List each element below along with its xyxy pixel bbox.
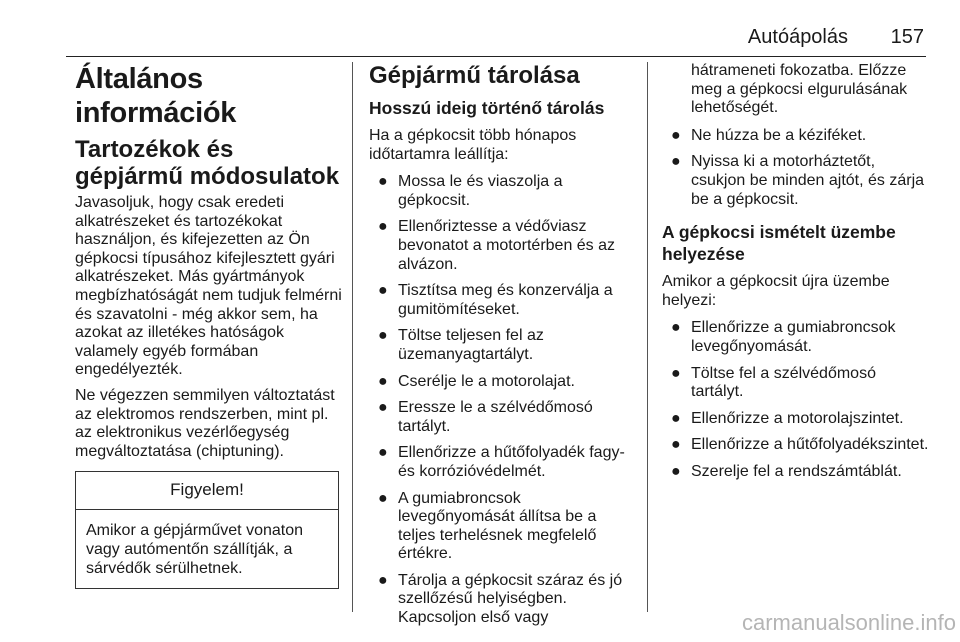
accessories-heading: Tartozékok és gépjármű módosulatok — [75, 136, 340, 190]
bullet-icon: ● — [671, 436, 681, 454]
column-divider — [352, 62, 353, 612]
intro-text: Amikor a gépkocsit újra üzembe helyezi: — [662, 273, 890, 309]
restart-heading: A gépkocsi ismételt üzembe helyezése — [662, 222, 896, 265]
section-title: Autóápolás — [747, 26, 848, 48]
bullet-icon: ● — [378, 218, 388, 236]
bullet-icon: ● — [378, 571, 388, 589]
storage-list-continued — [662, 127, 932, 209]
bullet-icon: ● — [378, 327, 388, 345]
warning-box — [75, 471, 339, 589]
bullet-icon: ● — [671, 409, 681, 427]
column-divider — [647, 62, 648, 612]
list-item: ● A gumiabroncsok levegőnyomását állítsa be a teljes terhelésnek megfelelő értékre. — [378, 489, 597, 563]
list-item: ● Ne húzza be a kéziféket. — [671, 126, 867, 144]
bullet-icon: ● — [671, 319, 681, 337]
paragraph: Javasoljuk, hogy csak eredeti alkatrészeket és tartozékokat használjon, és kifejezetten az Ön gépkocsi típusához kifejlesztett gyári alkatrészeket. Más gyártmányok megbízhatóságát nem tudjuk felmérni és szavatolni - még akkor sem, ha azokat az illetékes hatóságok valamely egyéb formában engedélyezték. — [75, 194, 342, 379]
intro-text: Ha a gépkocsit több hónapos időtartamra leállítja: — [369, 127, 577, 163]
bullet-icon: ● — [378, 444, 388, 462]
list-item: ● Töltse fel a szélvédőmosó tartályt. — [671, 364, 876, 401]
warning-title: Figyelem! — [76, 472, 338, 510]
main-heading: Általános információk — [75, 63, 237, 129]
bullet-icon: ● — [378, 399, 388, 417]
bullet-icon: ● — [671, 153, 681, 171]
list-item: ● Tárolja a gépkocsit száraz és jó szellőzésű helyiségben. Kapcsoljon első vagy — [378, 571, 623, 627]
long-term-storage-heading: Hosszú ideig történő tárolás — [369, 98, 605, 118]
storage-heading: Gépjármű tárolása — [369, 62, 580, 89]
bullet-icon: ● — [378, 282, 388, 300]
list-item: ● Ellenőrizze a motorolajszintet. — [671, 409, 904, 427]
page-header — [66, 22, 926, 57]
paragraph: Ne végezzen semmilyen változtatást az elektromos rendszerben, mint pl. az elektronikus vezérlőegység megváltoztatása (chiptuning). — [75, 386, 335, 460]
warning-text: Amikor a gépjárművet vonaton vagy autómentőn szállítják, a sárvédők sérülhetnek. — [86, 522, 303, 577]
watermark: carmanualsonline.info — [741, 610, 956, 635]
column-2 — [369, 62, 635, 636]
list-item: ● Eressze le a szélvédőmosó tartályt. — [378, 399, 593, 435]
continued-text: hátrameneti fokozatba. Előzze meg a gépkocsi elgurulásának lehetőségét. — [691, 62, 908, 117]
list-item: ● Ellenőrizze a gumiabroncsok levegőnyomását. — [671, 319, 896, 355]
list-item: ● Töltse teljesen fel az üzemanyagtartályt. — [378, 327, 544, 363]
list-item: ● Szerelje fel a rendszámtáblát. — [671, 462, 902, 480]
restart-list — [662, 319, 932, 481]
list-item: ● Ellenőrizze a hűtőfolyadék fagy- és korrózióvédelmét. — [378, 444, 625, 480]
list-item: ● Tisztítsa meg és konzerválja a gumitömítéseket. — [378, 282, 613, 318]
bullet-icon: ● — [378, 489, 388, 507]
list-item: ● Nyissa ki a motorháztetőt, csukjon be minden ajtót, és zárja be a gépkocsit. — [671, 153, 925, 208]
list-item: ● Cserélje le a motorolajat. — [378, 372, 575, 390]
bullet-icon: ● — [378, 173, 388, 191]
storage-list — [369, 173, 635, 627]
list-item: ● Mossa le és viaszolja a gépkocsit. — [378, 173, 563, 209]
page-number: 157 — [890, 26, 924, 48]
bullet-icon: ● — [671, 364, 681, 382]
column-1 — [75, 62, 343, 589]
bullet-icon: ● — [671, 462, 681, 480]
list-item: ● Ellenőrizze a hűtőfolyadékszintet. — [671, 436, 929, 454]
bullet-icon: ● — [671, 126, 681, 144]
column-3 — [662, 62, 932, 490]
bullet-icon: ● — [378, 372, 388, 390]
list-item: ● Ellenőriztesse a védőviasz bevonatot a motortérben és az alvázon. — [378, 218, 616, 273]
